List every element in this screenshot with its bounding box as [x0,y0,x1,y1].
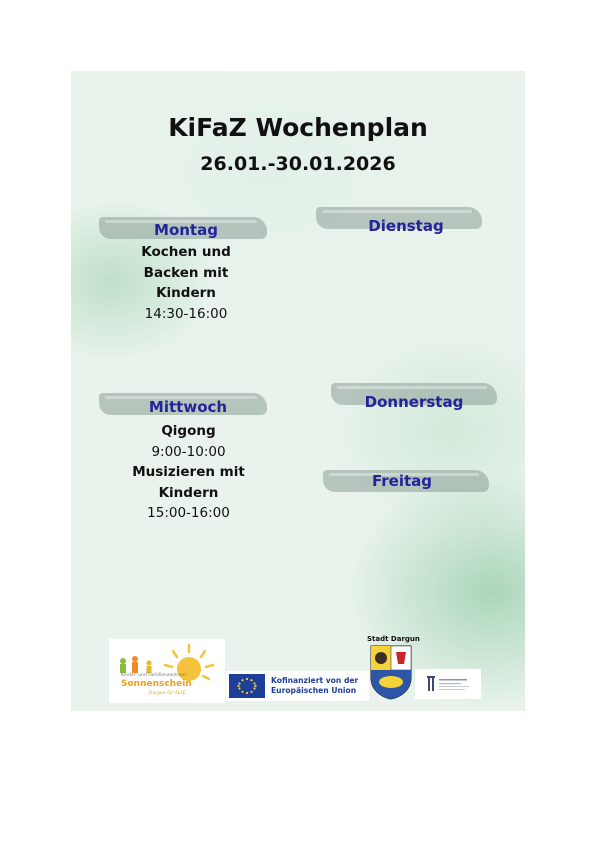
town-label: Stadt Dargun [367,635,420,643]
poster-title: KiFaZ Wochenplan [168,113,428,142]
montag-activity-line: Kochen und [141,244,231,260]
mittwoch-activity-1: Qigong [161,423,216,439]
mittwoch-activity-2-line: Kindern [158,484,219,501]
day-label-montag: Montag [154,221,218,239]
eu-cofinancing-logo [226,671,369,701]
dargun-crest-icon [369,644,413,700]
footer-logos [71,631,525,711]
eu-flag-icon [229,674,265,698]
day-label-dienstag: Dienstag [368,217,444,235]
montag-activity-line: Backen mit [143,264,229,281]
day-label-freitag: Freitag [371,472,433,490]
mittwoch-time-1: 9:00-10:00 [151,443,226,460]
montag-activity [111,242,261,324]
montag-activity-line: Kindern [156,285,216,301]
sun-logo-name: Sonnenschein [121,679,192,689]
day-label-donnerstag: Donnerstag [364,393,464,411]
mittwoch-activity-2-line: Musizieren mit [132,464,245,480]
sun-logo-tagline: Dargun für ALLE [149,691,186,696]
mittwoch-activity [111,421,266,524]
montag-time: 14:30-16:00 [144,305,228,322]
poster-dates: 26.01.-30.01.2026 [200,153,396,175]
eu-logo-line1: Kofinanziert von der [271,676,359,685]
eu-logo-text [271,676,358,696]
poster [71,71,525,711]
partner-logo [415,669,481,699]
day-label-mittwoch: Mittwoch [148,398,228,416]
sun-logo-line1: Kinder- und Familienzentrum [121,673,186,678]
mittwoch-time-2: 15:00-16:00 [147,505,230,521]
eu-logo-line2: Europäischen Union [271,686,357,695]
sonnenschein-logo [109,639,225,703]
